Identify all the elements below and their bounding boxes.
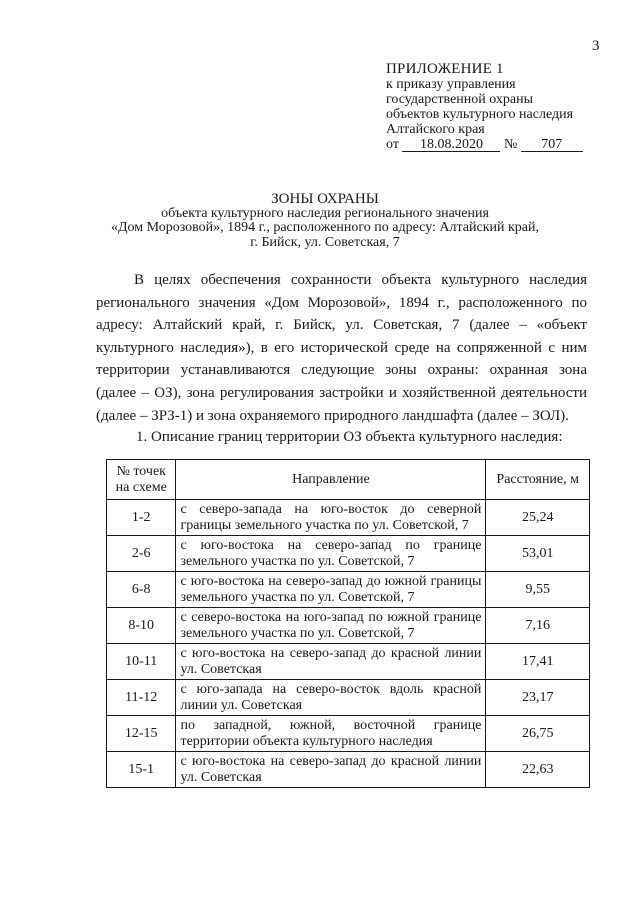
cell-points: 1-2 [107, 500, 176, 536]
header-points: № точек на схеме [107, 460, 176, 500]
cell-direction: с юго-востока на северо-запад до южной границы земельного участка по ул. Советской, 7 [176, 572, 486, 608]
heading-line: объекта культурного наследия регионального значения [161, 205, 489, 221]
table-row [107, 500, 590, 536]
heading-line: «Дом Морозовой», 1894 г., расположенного по адресу: Алтайский край, [110, 220, 540, 235]
cell-points: 11-12 [107, 680, 176, 716]
section-title: 1. Описание границ территории ОЗ объекта культурного наследия: [136, 429, 563, 445]
cell-direction: с юго-востока на северо-запад до красной линии ул. Советская [176, 752, 486, 788]
appendix-block [386, 62, 626, 152]
table-row [107, 536, 590, 572]
table-row [107, 644, 590, 680]
cell-direction: с северо-востока на юго-запад по южной границе земельного участка по ул. Советской, 7 [176, 608, 486, 644]
table-row [107, 716, 590, 752]
cell-points: 12-15 [107, 716, 176, 752]
cell-distance: 17,41 [486, 644, 590, 680]
cell-points: 8-10 [107, 608, 176, 644]
cell-direction: с юго-востока на северо-запад по границе земельного участка по ул. Советской, 7 [176, 536, 486, 572]
cell-points: 10-11 [107, 644, 176, 680]
appendix-line: к приказу управления [386, 77, 516, 92]
appendix-title: ПРИЛОЖЕНИЕ 1 [386, 61, 504, 77]
boundary-table [106, 459, 590, 788]
cell-points: 15-1 [107, 752, 176, 788]
cell-direction: с юго-востока на северо-запад до красной линии ул. Советская [176, 644, 486, 680]
header-direction: Направление [176, 460, 486, 500]
appendix-line: объектов культурного наследия [386, 107, 574, 122]
order-date: 18.08.2020 [402, 138, 500, 152]
from-label: от [386, 137, 399, 152]
cell-distance: 26,75 [486, 716, 590, 752]
cell-distance: 9,55 [486, 572, 590, 608]
cell-distance: 23,17 [486, 680, 590, 716]
cell-distance: 22,63 [486, 752, 590, 788]
appendix-line: государственной охраны [386, 92, 534, 107]
cell-direction: с юго-запада на северо-восток вдоль красной линии ул. Советская [176, 680, 486, 716]
table-header-row [107, 460, 590, 500]
cell-distance: 53,01 [486, 536, 590, 572]
table-row [107, 752, 590, 788]
order-date-line [386, 137, 626, 152]
page-number: 3 [592, 38, 600, 54]
table-row [107, 572, 590, 608]
intro-paragraph: В целях обеспечения сохранности объекта культурного наследия регионального значения «Дом Морозовой», 1894 г., расположенного по адресу: Алтайский край, г. Бийск, ул. Советская, 7 (далее – «объект культурного наследия»), в его исторической среде на сопряженной с ним территории устанавливаются следующие зоны охраны: охранная зона (далее – ОЗ), зона регулирования застройки и хозяйственной деятельности (далее – ЗРЗ-1) и зона охраняемого природного ландшафта (далее – ЗОЛ). [96, 272, 587, 424]
cell-distance: 25,24 [486, 500, 590, 536]
cell-direction: по западной, южной, восточной границе территории объекта культурного наследия [176, 716, 486, 752]
document-heading [60, 192, 590, 250]
cell-direction: с северо-запада на юго-восток до северной границы земельного участка по ул. Советской, 7 [176, 500, 486, 536]
heading-line: г. Бийск, ул. Советская, 7 [250, 234, 400, 250]
table-row [107, 680, 590, 716]
cell-points: 2-6 [107, 536, 176, 572]
appendix-line: Алтайского края [386, 122, 485, 137]
heading-title: ЗОНЫ ОХРАНЫ [271, 191, 379, 207]
header-distance: Расстояние, м [486, 460, 590, 500]
cell-points: 6-8 [107, 572, 176, 608]
cell-distance: 7,16 [486, 608, 590, 644]
order-number: 707 [521, 138, 583, 152]
table-row [107, 608, 590, 644]
number-sign: № [503, 137, 518, 152]
